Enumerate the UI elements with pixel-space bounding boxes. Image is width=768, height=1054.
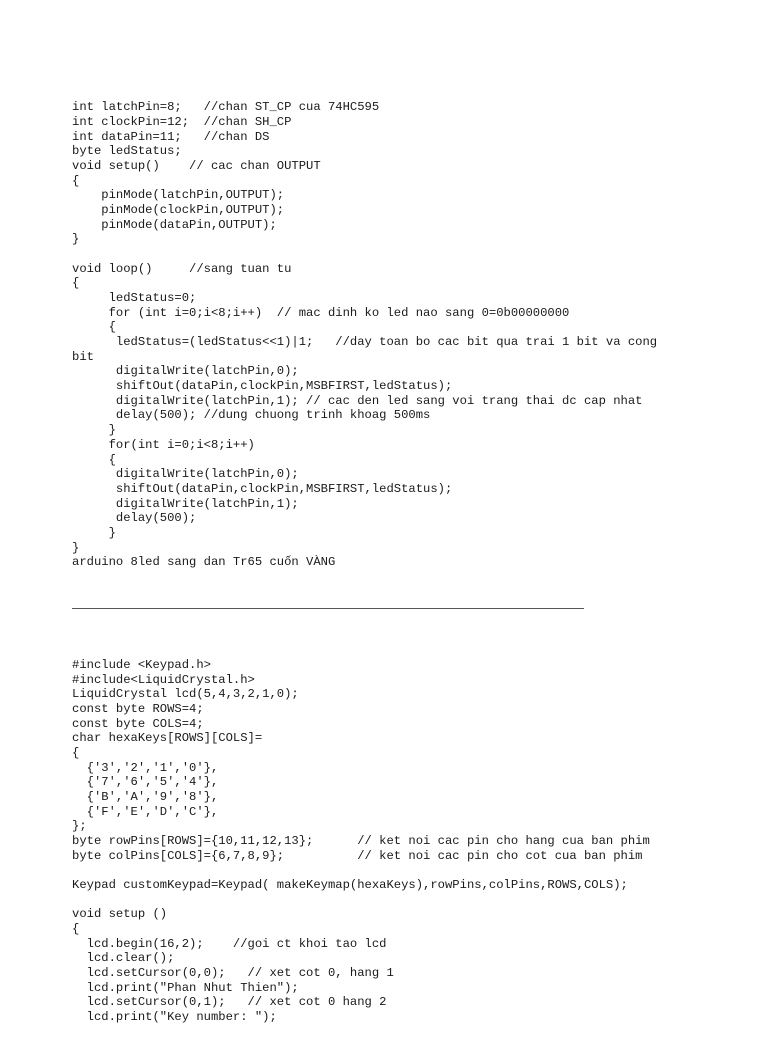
horizontal-divider	[72, 599, 712, 614]
code-line: LiquidCrystal lcd(5,4,3,2,1,0);	[72, 687, 299, 702]
code-line: delay(500);	[72, 511, 197, 526]
code-line: int dataPin=11; //chan DS	[72, 129, 270, 144]
code-line: ledStatus=(ledStatus<<1)|1; //day toan bo cac bit qua trai 1 bit va cong	[72, 335, 658, 350]
code-line: byte colPins[COLS]={6,7,8,9}; // ket noi cac pin cho cot cua ban phim	[72, 848, 643, 863]
code-line: arduino 8led sang dan Tr65 cuốn VÀNG	[72, 555, 336, 570]
code-line: {'F','E','D','C'},	[72, 804, 219, 819]
code-line: }	[72, 232, 80, 247]
code-line: void loop() //sang tuan tu	[72, 261, 292, 276]
code-line: {'3','2','1','0'},	[72, 760, 219, 775]
code-line: }	[72, 525, 116, 540]
code-line: digitalWrite(latchPin,1); // cac den led sang voi trang thai dc cap nhat	[72, 393, 643, 408]
code-line: {'7','6','5','4'},	[72, 775, 219, 790]
code-line: byte rowPins[ROWS]={10,11,12,13}; // ket noi cac pin cho hang cua ban phim	[72, 834, 650, 849]
code-line: delay(500); //dung chuong trinh khoag 500ms	[72, 408, 431, 423]
code-line	[72, 643, 712, 658]
code-line: lcd.setCursor(0,1); // xet cot 0 hang 2	[72, 995, 387, 1010]
code-line: }	[72, 540, 80, 555]
code-line: const byte ROWS=4;	[72, 701, 204, 716]
code-line: shiftOut(dataPin,clockPin,MSBFIRST,ledStatus);	[72, 481, 453, 496]
code-line: lcd.begin(16,2); //goi ct khoi tao lcd	[72, 936, 387, 951]
code-line	[72, 863, 712, 878]
code-listing	[72, 71, 712, 1054]
code-line: lcd.print("Phan Nhut Thien");	[72, 980, 299, 995]
code-line: const byte COLS=4;	[72, 716, 204, 731]
code-line: byte ledStatus;	[72, 144, 182, 159]
code-line: digitalWrite(latchPin,1);	[72, 496, 299, 511]
code-line: {	[72, 320, 116, 335]
code-line	[72, 893, 712, 908]
code-line: }	[72, 423, 116, 438]
code-line: shiftOut(dataPin,clockPin,MSBFIRST,ledStatus);	[72, 379, 453, 394]
code-line: int clockPin=12; //chan SH_CP	[72, 115, 292, 130]
code-line: pinMode(latchPin,OUTPUT);	[72, 188, 285, 203]
code-line: int latchPin=8; //chan ST_CP cua 74HC595	[72, 100, 380, 115]
code-line: {	[72, 173, 80, 188]
code-line: {	[72, 452, 116, 467]
code-line: };	[72, 819, 87, 834]
code-line: lcd.print("Key number: ");	[72, 1010, 277, 1025]
code-line: char hexaKeys[ROWS][COLS]=	[72, 731, 263, 746]
code-line: digitalWrite(latchPin,0);	[72, 364, 299, 379]
code-line: #include <Keypad.h>	[72, 657, 211, 672]
code-line: bit	[72, 349, 94, 364]
code-block-shift-register	[72, 100, 712, 570]
code-line: ledStatus=0;	[72, 291, 197, 306]
code-line	[72, 247, 712, 262]
code-block-keypad-lcd	[72, 643, 712, 1024]
code-line: pinMode(dataPin,OUTPUT);	[72, 217, 277, 232]
code-line: for(int i=0;i<8;i++)	[72, 437, 255, 452]
code-line: Keypad customKeypad=Keypad( makeKeymap(hexaKeys),rowPins,colPins,ROWS,COLS);	[72, 878, 628, 893]
code-line: #include<LiquidCrystal.h>	[72, 672, 255, 687]
code-line: {	[72, 276, 80, 291]
code-line: for (int i=0;i<8;i++) // mac dinh ko led nao sang 0=0b00000000	[72, 305, 570, 320]
code-line: {'B','A','9','8'},	[72, 790, 219, 805]
code-line: pinMode(clockPin,OUTPUT);	[72, 203, 285, 218]
code-line: {	[72, 922, 80, 937]
code-line: {	[72, 746, 80, 760]
code-line: void setup ()	[72, 907, 168, 922]
code-line: digitalWrite(latchPin,0);	[72, 467, 299, 482]
code-line: lcd.setCursor(0,0); // xet cot 0, hang 1	[72, 966, 394, 981]
code-line: lcd.clear();	[72, 951, 175, 966]
code-line: void setup() // cac chan OUTPUT	[72, 159, 321, 174]
